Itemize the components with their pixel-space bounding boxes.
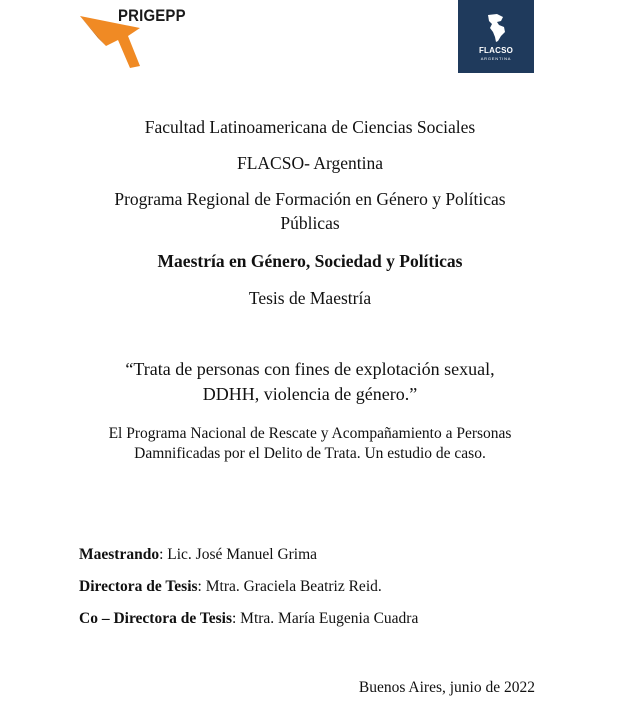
credit-student — [79, 545, 317, 565]
thesis-subtitle-line1: El Programa Nacional de Rescate y Acompañamiento a Personas — [108, 425, 512, 442]
flacso-logo-subtitle: ARGENTINA — [480, 56, 512, 61]
credit-director-name: : Mtra. Graciela Beatriz Reid. — [197, 578, 382, 595]
credit-director — [79, 577, 382, 597]
thesis-title-line2: DDHH, violencia de género.” — [202, 384, 418, 404]
prigepp-logo-text: PRIGEPP — [118, 6, 186, 25]
flacso-logo-name: FLACSO — [478, 46, 514, 55]
credit-student-role: Maestrando — [79, 546, 160, 563]
credit-student-name: : Lic. José Manuel Grima — [159, 546, 318, 563]
credit-director-role: Directora de Tesis — [79, 578, 198, 595]
thesis-subtitle-line2: Damnificadas por el Delito de Trata. Un estudio de caso. — [134, 445, 486, 462]
credit-codirector-role: Co – Directora de Tesis — [79, 610, 232, 627]
program-name-line1: Programa Regional de Formación en Género y Políticas — [114, 189, 506, 209]
thesis-type: Tesis de Maestría — [248, 288, 372, 308]
credit-codirector — [79, 609, 418, 629]
institution-country: FLACSO- Argentina — [237, 153, 383, 173]
institution-name: Facultad Latinoamericana de Ciencias Sociales — [144, 117, 476, 137]
prigepp-logo — [78, 2, 208, 72]
flacso-logo — [458, 0, 534, 73]
credit-codirector-name: : Mtra. María Eugenia Cuadra — [231, 610, 419, 627]
master-program-title: Maestría en Género, Sociedad y Políticas — [157, 251, 463, 271]
thesis-title-line1: “Trata de personas con fines de explotación sexual, — [125, 359, 495, 379]
place-and-date: Buenos Aires, junio de 2022 — [358, 679, 535, 696]
program-name-line2: Públicas — [280, 213, 340, 233]
americas-map-icon — [485, 13, 507, 43]
